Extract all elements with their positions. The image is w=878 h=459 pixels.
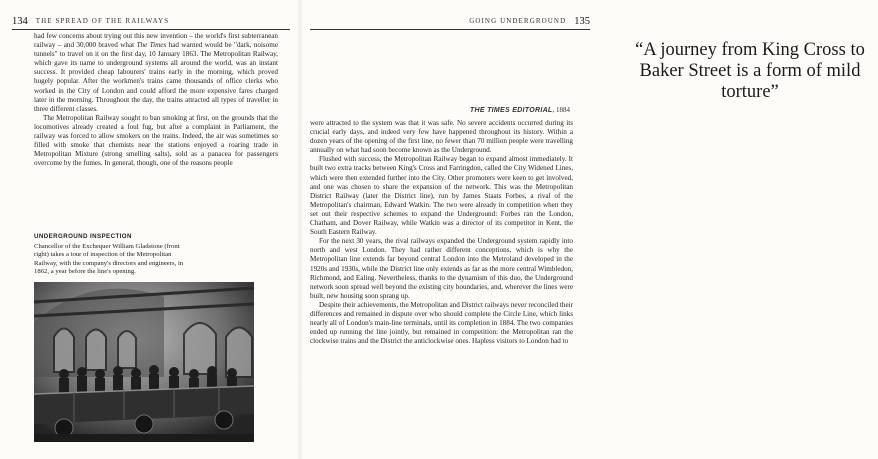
quote-year: , 1884 <box>552 106 570 114</box>
right-paragraph-3: For the next 30 years, the rival railways expanded the Underground system rapidly into north and west London. They had rather different conceptions, which is why the Metropolitan line extends far beyond central London into the Metroland developed in the 1920s and 1930s, while the District line only extends as far as the more central Wimbledon, Richmond, and Ealing. Nevertheless, thanks to the dynamism of this duo, the Underground network soon spread well beyond the existing city boundaries, and, wherever the lines were built, new housing soon sprang up. <box>310 237 573 300</box>
left-running-head <box>12 14 169 28</box>
quote-source: THE TIMES EDITORIAL <box>469 107 553 114</box>
left-paragraph-2: The Metropolitan Railway sought to ban smoking at first, on the grounds that the locomotives already created a foul fug, but after a complaint in Parliament, the railway was forced to allow smokers on the trains. Indeed, the air was sometimes so filled with smoke that chemists near the stations enjoyed a roaring trade in Metropolitan Mixture (strong smelling salts), sold as a panacea for passengers overcome by the fumes. In general, though, one of the reasons people <box>34 113 278 168</box>
right-header-rule <box>310 29 590 30</box>
right-paragraph-1: were attracted to the system was that it was safe. No severe accidents occurred during its crucial early days, and indeed very few have happened throughout its history. Within a dozen years of the opening of the first line, no fewer than 70 million people were travelling annually on what had soon become known as the Underground. <box>310 119 573 155</box>
right-page <box>300 0 865 459</box>
right-page-number: 135 <box>574 15 590 27</box>
caption-text: Chancellor of the Exchequer William Gladstone (front right) takes a tour of inspection of the Metropolitan Railway, with the company's directors and engineers, in 1862, a year before the line's opening. <box>34 242 184 275</box>
left-paragraph-1: had few concerns about trying out this new invention – the world's first subterranean railway – and 30,000 braved what The Times had warned would be "dark, noisome tunnels" to travel on it on the first day, 10 January 1863. The Metropolitan Railway, which gave its name to underground systems all around the world, was an instant success. It provided cheap labourers' trains early in the morning, which proved hugely popular. After the workmen's trains came thousands of office clerks who worked in the City of London and could afford the more expensive fares charged later in the morning. Throughout the day, the trains attracted all types of traveller in three different classes. <box>34 32 278 113</box>
tunnel-photo-illustration <box>34 282 254 442</box>
right-paragraph-2: Flushed with success, the Metropolitan Railway began to expand almost immediately. It built two extra tracks between King's Cross and Farringdon, called the City Widened Lines, which were then extended further into the City. Other promoters were keen to get involved, and one was chosen to share the expansion of the network. This was the Metropolitan District Railway (later the District line), run by James Staats Forbes, a rival of the Metropolitan's chairman, Edward Watkin. The two were already in competition when they set out their respective schemes to expand the Underground: Forbes ran the London, Chatham, and Dover Railway, while Watkin was a director of its competitor in Kent, the South Eastern Railway. <box>310 155 573 237</box>
right-body-text <box>310 119 573 449</box>
right-running-head <box>469 14 590 28</box>
left-page-number: 134 <box>12 15 28 27</box>
underground-inspection-photo <box>34 282 254 442</box>
left-running-head-title: THE SPREAD OF THE RAILWAYS <box>35 17 170 25</box>
left-body-text <box>34 32 278 228</box>
right-paragraph-4: Despite their achievements, the Metropolitan and District railways never reconciled their differences and remained in dispute over who should complete the Circle Line, which links nearly all of London's main-line terminals, until its completion in 1884. The two companies ended up running the line jointly, but remained in competition: the Metropolitan ran the clockwise trains and the District the anticlockwise ones. Hapless visitors to London had to <box>310 300 573 346</box>
pull-quote: “A journey from King Cross to Baker Street is a form of mild torture” <box>635 40 865 102</box>
left-page <box>0 0 300 459</box>
photo-caption <box>34 233 184 277</box>
quote-attribution <box>470 106 570 114</box>
right-running-head-title: GOING UNDERGROUND <box>469 17 567 25</box>
left-header-rule <box>12 29 290 30</box>
caption-title: UNDERGROUND INSPECTION <box>34 233 132 240</box>
